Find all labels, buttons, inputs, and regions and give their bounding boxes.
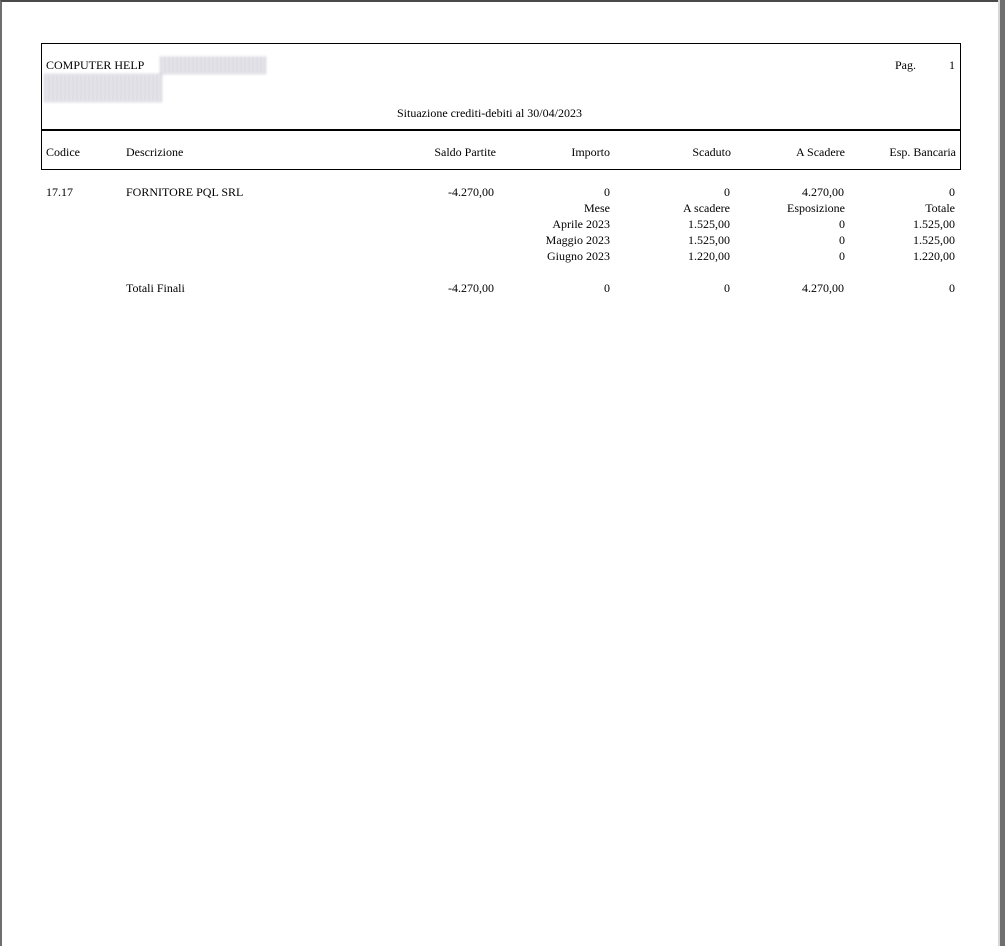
detail-mese: Giugno 2023 xyxy=(547,249,610,263)
redacted-address xyxy=(44,74,162,102)
row-importo: 0 xyxy=(604,185,610,199)
detail-mese: Aprile 2023 xyxy=(552,217,610,231)
col-codice: Codice xyxy=(46,145,80,159)
col-saldo-partite: Saldo Partite xyxy=(434,145,496,159)
row-codice: 17.17 xyxy=(46,185,73,199)
row-saldo-partite: -4.270,00 xyxy=(448,185,494,199)
detail-a-scadere: 1.525,00 xyxy=(688,217,730,231)
page-label: Pag. xyxy=(895,58,916,72)
totals-importo: 0 xyxy=(604,281,610,295)
detail-a-scadere: 1.525,00 xyxy=(688,233,730,247)
detail-esposizione: 0 xyxy=(839,249,845,263)
detail-a-scadere: 1.220,00 xyxy=(688,249,730,263)
col-scaduto: Scaduto xyxy=(692,145,731,159)
redacted-company-detail xyxy=(160,56,266,74)
page-number: 1 xyxy=(949,58,955,72)
detail-totale: 1.525,00 xyxy=(913,217,955,231)
row-scaduto: 0 xyxy=(724,185,730,199)
col-descrizione: Descrizione xyxy=(126,145,184,159)
totals-a-scadere: 4.270,00 xyxy=(802,281,844,295)
detail-col-a-scadere: A scadere xyxy=(683,201,730,215)
detail-col-totale: Totale xyxy=(925,201,955,215)
row-esp-bancaria: 0 xyxy=(949,185,955,199)
report-title: Situazione crediti-debiti al 30/04/2023 xyxy=(397,106,582,120)
row-a-scadere: 4.270,00 xyxy=(802,185,844,199)
detail-esposizione: 0 xyxy=(839,217,845,231)
totals-scaduto: 0 xyxy=(724,281,730,295)
detail-esposizione: 0 xyxy=(839,233,845,247)
company-name: COMPUTER HELP xyxy=(46,58,145,72)
totals-label: Totali Finali xyxy=(126,281,185,295)
detail-totale: 1.525,00 xyxy=(913,233,955,247)
detail-mese: Maggio 2023 xyxy=(545,233,610,247)
totals-esp-bancaria: 0 xyxy=(949,281,955,295)
detail-col-esposizione: Esposizione xyxy=(787,201,845,215)
row-descrizione: FORNITORE PQL SRL xyxy=(126,185,244,199)
col-a-scadere: A Scadere xyxy=(796,145,845,159)
detail-totale: 1.220,00 xyxy=(913,249,955,263)
detail-col-mese: Mese xyxy=(584,201,610,215)
col-esp-bancaria: Esp. Bancaria xyxy=(889,145,956,159)
col-importo: Importo xyxy=(571,145,610,159)
totals-saldo-partite: -4.270,00 xyxy=(448,281,494,295)
